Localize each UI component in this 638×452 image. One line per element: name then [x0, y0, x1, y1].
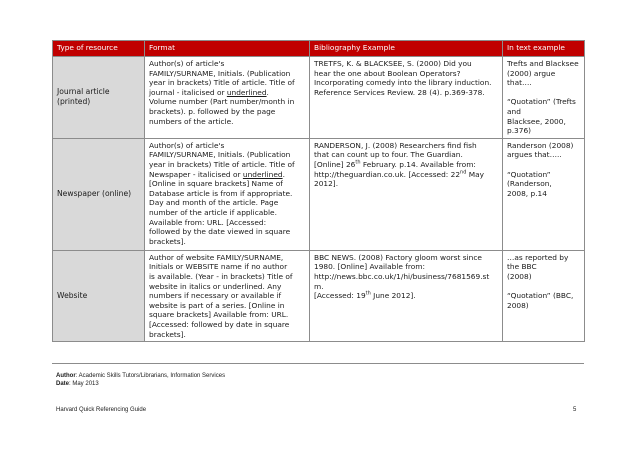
- format-line: [149, 170, 305, 180]
- bibliography-line: Reference Services Review. 28 (4). p.369-378.: [314, 87, 485, 97]
- type-cell: [53, 138, 145, 250]
- footer-author: [56, 372, 225, 380]
- bibliography-text: [Accessed: 19: [314, 291, 366, 301]
- bibliography-text: http://theguardian.co.uk. [Accessed: 22: [314, 169, 461, 179]
- bibliography-cell: [310, 138, 503, 250]
- format-text: Newspaper - italicised or: [149, 169, 243, 179]
- format-line: [Accessed: followed by date in square: [149, 319, 290, 329]
- bibliography-text: [Online] 26: [314, 159, 356, 169]
- bibliography-text: May: [466, 169, 485, 179]
- footer-divider: [52, 363, 584, 364]
- page-number: 5: [573, 407, 577, 413]
- format-line: square brackets] Available from: URL.: [149, 310, 289, 320]
- format-cell: [145, 250, 310, 341]
- bibliography-line: [314, 160, 498, 170]
- format-line: Author(s) of article's: [149, 140, 225, 150]
- in-text-line: …as reported by the BBC: [507, 252, 571, 272]
- type-cell: [53, 57, 145, 139]
- in-text-line: “Quotation” (Randerson,: [507, 169, 553, 189]
- format-line: is available. (Year - in brackets) Title of: [149, 271, 293, 281]
- type-text: Website: [57, 290, 88, 300]
- bibliography-line: m.: [314, 281, 324, 291]
- in-text-cell: [503, 138, 585, 250]
- bibliography-line: 2012].: [314, 179, 339, 189]
- in-text-cell: [503, 57, 585, 139]
- table-row-website: [53, 250, 585, 341]
- author-value: : Academic Skills Tutors/Librarians, Information Services: [75, 373, 226, 379]
- format-line: website in italics or underlined. Any: [149, 281, 282, 291]
- referencing-table: [52, 40, 585, 342]
- type-text: Newspaper (online): [57, 189, 132, 199]
- format-line: [149, 88, 305, 98]
- header-format: Format: [145, 41, 310, 57]
- bibliography-text: February. p.14. Available from:: [360, 159, 476, 169]
- format-line: Author(s) of article's: [149, 59, 225, 68]
- header-bibliography-example: Bibliography Example: [310, 41, 503, 57]
- in-text-line: (2000) argue that….: [507, 68, 558, 88]
- format-line: Initials or WEBSITE name if no author: [149, 262, 288, 272]
- format-cell: [145, 138, 310, 250]
- bibliography-line: hear the one about Boolean Operators?: [314, 68, 461, 78]
- in-text-line: Trefts and Blacksee: [507, 59, 579, 68]
- underlined-text: underlined: [242, 169, 283, 179]
- format-text: journal - italicised or: [149, 87, 227, 97]
- underlined-text: underlined: [226, 87, 267, 97]
- format-line: numbers of the article.: [149, 116, 234, 126]
- format-line: FAMILY/SURNAME, Initials. (Publication: [149, 150, 291, 160]
- format-line: Author of website FAMILY/SURNAME,: [149, 252, 284, 262]
- format-line: Day and month of the article. Page: [149, 198, 279, 208]
- bibliography-line: Incorporating comedy into the library induction.: [314, 78, 492, 88]
- format-line: numbers if necessary or available if: [149, 291, 282, 301]
- in-text-line: Blacksee, 2000, p.376): [507, 116, 569, 136]
- bibliography-line: BBC NEWS. (2008) Factory gloom worst since: [314, 252, 482, 262]
- table-row-newspaper-online: [53, 138, 585, 250]
- format-text: .: [282, 169, 285, 179]
- date-label: Date: [56, 381, 70, 387]
- bibliography-line: RANDERSON, J. (2008) Researchers find fish: [314, 140, 477, 150]
- format-line: FAMILY/SURNAME, Initials. (Publication: [149, 68, 291, 78]
- format-text: .: [266, 87, 269, 97]
- date-value: : May 2013: [69, 381, 99, 387]
- ordinal-suffix: th: [355, 159, 361, 166]
- type-text: Journal article: [57, 87, 110, 97]
- bibliography-line: http://news.bbc.co.uk/1/hi/business/7681569.st: [314, 271, 490, 281]
- table-row-journal-article: [53, 57, 585, 139]
- bibliography-cell: [310, 57, 503, 139]
- bibliography-line: that can count up to four. The Guardian.: [314, 150, 463, 160]
- bibliography-cell: [310, 250, 503, 341]
- type-cell: [53, 250, 145, 341]
- in-text-line: (2008): [507, 271, 532, 281]
- format-line: Database article is from if appropriate.: [149, 188, 293, 198]
- in-text-cell: [503, 250, 585, 341]
- in-text-line: argues that…..: [507, 150, 562, 160]
- header-type-of-resource: Type of resource: [53, 41, 145, 57]
- bibliography-line: TRETFS, K. & BLACKSEE, S. (2000) Did you: [314, 59, 472, 68]
- format-line: website is part of a series. [Online in: [149, 300, 285, 310]
- format-line: year in brackets) Title of article. Title of: [149, 78, 295, 88]
- table-header-row: [53, 41, 585, 57]
- format-line: year in brackets) Title of article. Title of: [149, 159, 295, 169]
- ordinal-suffix: th: [365, 290, 371, 297]
- in-text-line: Randerson (2008): [507, 140, 574, 150]
- format-line: brackets). p. followed by the page: [149, 106, 276, 116]
- ordinal-suffix: nd: [460, 169, 467, 176]
- format-line: brackets].: [149, 329, 186, 339]
- bibliography-line: 1980. [Online] Available from:: [314, 262, 425, 272]
- in-text-line: “Quotation” (BBC, 2008): [507, 291, 576, 310]
- guide-title: Harvard Quick Referencing Guide: [56, 407, 147, 413]
- header-in-text-example: In text example: [503, 41, 585, 57]
- format-line: number of the article if applicable.: [149, 207, 277, 217]
- in-text-line: “Quotation” (Trefts and: [507, 97, 579, 116]
- bibliography-text: June 2012].: [370, 291, 416, 301]
- format-line: Volume number (Part number/month in: [149, 97, 295, 107]
- footer-date: [56, 380, 99, 388]
- in-text-line: 2008, p.14: [507, 188, 547, 198]
- bibliography-line: [314, 170, 498, 180]
- format-cell: [145, 57, 310, 139]
- author-label: Author: [56, 373, 76, 379]
- format-line: [Online in square brackets] Name of: [149, 179, 283, 189]
- type-text: (printed): [57, 97, 91, 107]
- format-line: followed by the date viewed in square: [149, 227, 291, 237]
- format-line: brackets].: [149, 236, 186, 246]
- bibliography-line: [314, 291, 498, 301]
- format-line: Available from: URL. [Accessed:: [149, 217, 267, 227]
